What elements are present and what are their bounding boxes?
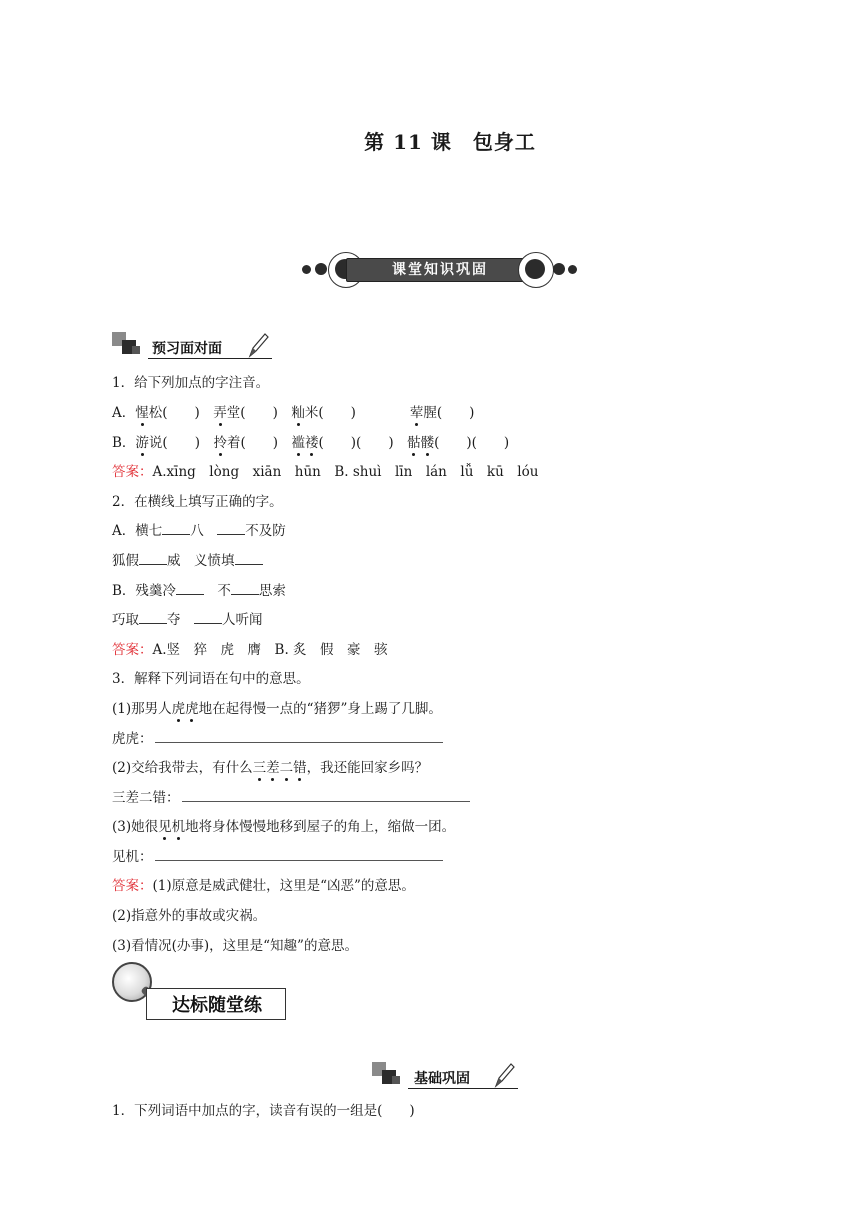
dotted-char: 籼 <box>291 405 305 421</box>
lesson-title: 第 11 课 包身工 <box>364 130 536 154</box>
dotted-char: 虎 <box>185 701 199 717</box>
dotted-char: 髅 <box>420 435 435 451</box>
q1-answer <box>112 463 538 481</box>
dotted-char: 褴 <box>291 435 306 451</box>
dotted-char: 惺 <box>135 405 149 421</box>
q3-answer-1 <box>112 877 415 895</box>
q1-stem: 1．给下列加点的字注音。 <box>112 375 270 391</box>
q3-answer-2: (2)指意外的事故或灾祸。 <box>112 908 267 924</box>
preview-header-text: 预习面对面 <box>152 341 222 357</box>
word-label: 见机： <box>112 849 153 865</box>
text: 夺 <box>167 612 181 628</box>
text: B．残羹冷 <box>112 583 176 599</box>
banner-ball-icon <box>525 259 545 279</box>
answer-label: 答案： <box>112 464 153 480</box>
block-squares-icon <box>392 1076 400 1084</box>
answer-label: 答案： <box>112 642 153 658</box>
q4-stem: 1．下列词语中加点的字，读音有误的一组是( ) <box>112 1103 415 1119</box>
text: 地将身体慢慢地移到屋子的角上，缩做一团。 <box>185 819 456 835</box>
fill-blank[interactable] <box>139 611 167 624</box>
text: 思索 <box>258 583 286 599</box>
word-blank: 着( ) <box>226 435 279 451</box>
q2-line-a1 <box>112 522 286 540</box>
banner-dot-icon <box>568 265 577 274</box>
dotted-char: 差 <box>266 760 280 776</box>
dotted-char: 荤 <box>409 405 424 421</box>
q3-word-2 <box>112 789 470 807</box>
q3-sentence-2 <box>112 759 428 777</box>
text: A．横七 <box>112 523 163 539</box>
word-blank: ( )( ) <box>434 435 510 451</box>
fill-blank[interactable] <box>217 522 245 535</box>
fill-blank[interactable] <box>231 582 259 595</box>
q3-sentence-1 <box>112 700 442 718</box>
text: 八 <box>190 523 204 539</box>
practice-header-text: 达标随堂练 <box>172 995 262 1016</box>
text: (3)她很 <box>112 819 159 835</box>
text: 威 义愤填 <box>167 553 235 569</box>
text: 不及防 <box>245 523 286 539</box>
q2-line-a2 <box>112 552 263 570</box>
q3-stem: 3．解释下列词语在句中的意思。 <box>112 671 310 687</box>
word-blank: 堂( ) <box>226 405 278 421</box>
fill-blank[interactable] <box>176 582 204 595</box>
dotted-char: 拎 <box>213 435 227 451</box>
dotted-char: 三 <box>252 760 267 776</box>
dotted-char: 错 <box>293 760 307 776</box>
banner-text: 课堂知识巩固 <box>392 262 488 278</box>
q2-line-b2 <box>112 611 263 629</box>
text: 不 <box>217 583 231 599</box>
text: 人听闻 <box>222 612 263 628</box>
word-blank: 松( ) <box>148 405 200 421</box>
dotted-char: 褛 <box>305 435 319 451</box>
q2-answer <box>112 641 388 659</box>
header-underline <box>148 358 272 359</box>
answer-line[interactable] <box>155 848 443 861</box>
dotted-char: 骷 <box>407 435 421 451</box>
dotted-char: 游 <box>135 435 149 451</box>
dotted-char: 二 <box>279 760 294 776</box>
answer-text: A.竖 猝 虎 膺 B. 炙 假 豪 骇 <box>152 642 388 658</box>
fill-blank[interactable] <box>194 611 222 624</box>
banner-dot-icon <box>553 263 565 275</box>
block-squares-icon <box>132 346 140 354</box>
basic-header-text: 基础巩固 <box>414 1071 470 1087</box>
text: ，我还能回家乡吗？ <box>306 760 429 776</box>
answer-line[interactable] <box>155 730 443 743</box>
dotted-char: 机 <box>171 819 186 835</box>
word-blank: 米( ) <box>304 405 356 421</box>
answer-text: (1)原意是威武健壮，这里是“凶恶”的意思。 <box>152 878 415 894</box>
pencil-icon <box>492 1062 516 1088</box>
fill-blank[interactable] <box>162 522 190 535</box>
q2-stem: 2．在横线上填写正确的字。 <box>112 494 283 510</box>
word-blank: ( )( ) <box>318 435 394 451</box>
pencil-icon <box>246 332 270 358</box>
q2-line-b1 <box>112 582 286 600</box>
header-underline <box>408 1088 518 1089</box>
word-label: 虎虎： <box>112 731 153 747</box>
word-blank: 腥( ) <box>423 405 475 421</box>
answer-text: A.xīng lòng xiān hūn B. shuì līn lán lǚ kū lóu <box>152 464 539 480</box>
q3-word-1 <box>112 730 443 748</box>
text: 狐假 <box>112 553 139 569</box>
q3-answer-3: (3)看情况(办事)，这里是“知趣”的意思。 <box>112 938 358 954</box>
banner-dot-icon <box>302 265 311 274</box>
fill-blank[interactable] <box>235 552 263 565</box>
word-blank: 说( ) <box>148 435 200 451</box>
dotted-char: 见 <box>158 819 172 835</box>
option-label: A． <box>112 405 136 421</box>
dotted-char: 虎 <box>171 701 186 717</box>
basic-header <box>372 1060 518 1090</box>
text: 地在起得慢一点的“猪猡”身上踢了几脚。 <box>198 701 442 717</box>
section-banner <box>302 252 578 288</box>
answer-label: 答案： <box>112 878 153 894</box>
q1-row-b <box>112 434 509 452</box>
answer-line[interactable] <box>182 789 470 802</box>
q3-word-3 <box>112 848 443 866</box>
text: (1)那男人 <box>112 701 172 717</box>
banner-dot-icon <box>315 263 327 275</box>
fill-blank[interactable] <box>139 552 167 565</box>
text: (2)交给我带去，有什么 <box>112 760 253 776</box>
option-label: B． <box>112 435 136 451</box>
text: 巧取 <box>112 612 139 628</box>
q1-row-a <box>112 404 474 422</box>
preview-header <box>112 330 272 360</box>
q3-sentence-3 <box>112 818 455 836</box>
dotted-char: 弄 <box>213 405 227 421</box>
word-label: 三差二错： <box>112 790 180 806</box>
